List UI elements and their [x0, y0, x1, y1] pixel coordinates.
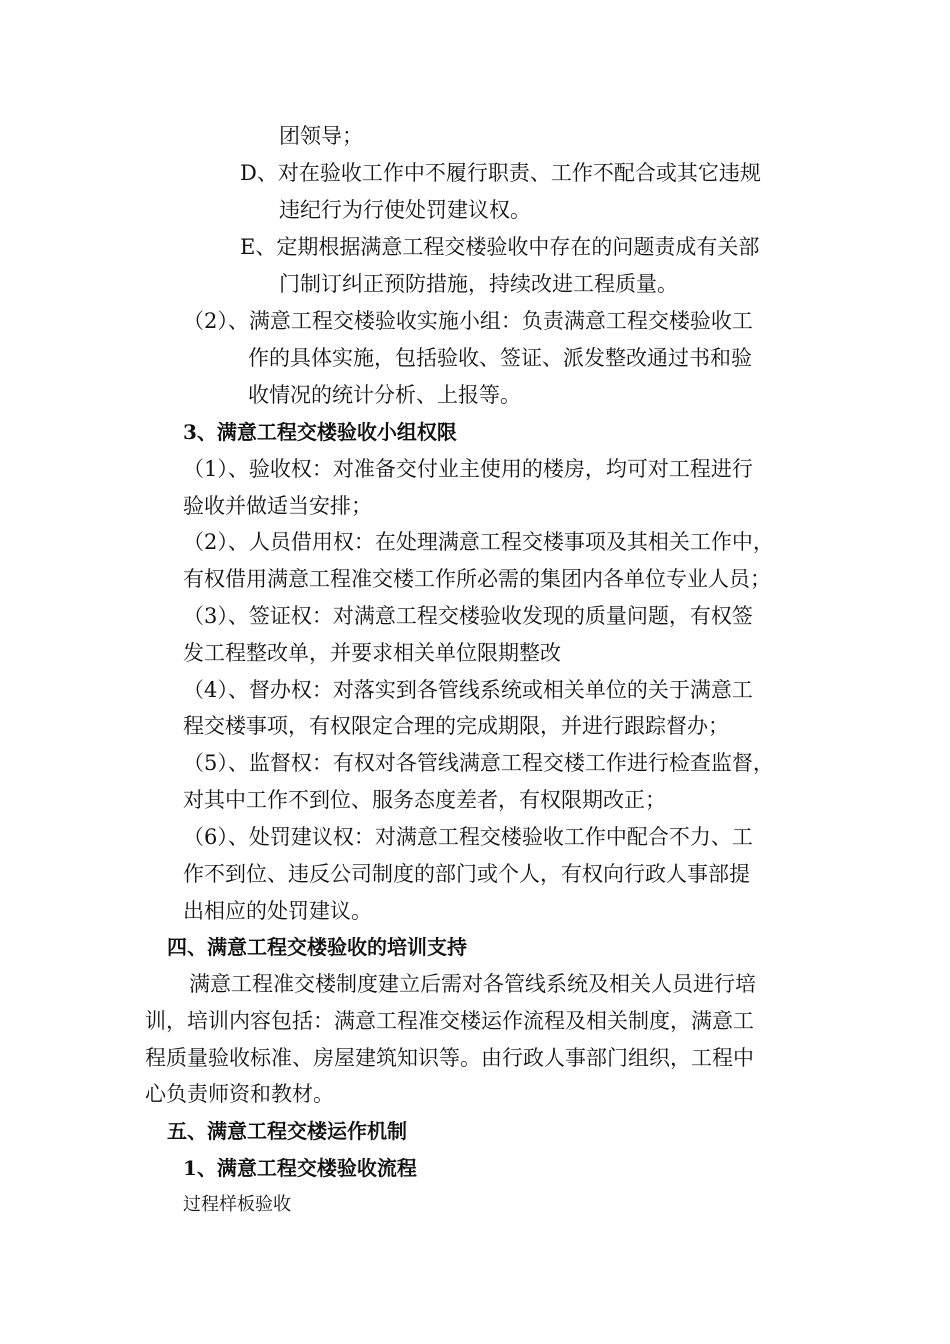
- text-line: （1）、验收权：对准备交付业主使用的楼房，均可对工程进行: [183, 457, 753, 481]
- text-line: 违纪行为行使处罚建议权。: [279, 198, 531, 222]
- text-line: 程质量验收标准、房屋建筑知识等。由行政人事部门组织，工程中: [145, 1046, 754, 1070]
- text-line: 作的具体实施，包括验收、签证、派发整改通过书和验: [248, 346, 752, 370]
- text-line: 作不到位、违反公司制度的部门或个人，有权向行政人事部提: [183, 862, 750, 886]
- text-line: 收情况的统计分析、上报等。: [248, 383, 521, 407]
- section-heading: 1、满意工程交楼验收流程: [183, 1156, 417, 1180]
- text-line: 门制订纠正预防措施，持续改进工程质量。: [279, 272, 678, 296]
- text-line: 程交楼事项，有权限定合理的完成期限，并进行跟踪督办；: [183, 714, 729, 738]
- text-line: （3）、签证权：对满意工程交楼验收发现的质量问题，有权签: [183, 604, 753, 628]
- text-line: （6）、处罚建议权：对满意工程交楼验收工作中配合不力、工: [183, 825, 753, 849]
- text-line: （4）、督办权：对落实到各管线系统或相关单位的关于满意工: [183, 678, 753, 702]
- text-line: D、对在验收工作中不履行职责、工作不配合或其它违规: [240, 161, 761, 185]
- text-line: 对其中工作不到位、服务态度差者，有权限期改正；: [183, 788, 666, 812]
- text-line: （5）、监督权：有权对各管线满意工程交楼工作进行检查监督，: [183, 751, 774, 775]
- chapter-heading: 五、满意工程交楼运作机制: [167, 1119, 407, 1143]
- text-line: 有权借用满意工程准交楼工作所必需的集团内各单位专业人员；: [183, 567, 771, 591]
- text-line: 满意工程准交楼制度建立后需对各管线系统及相关人员进行培: [189, 972, 756, 996]
- text-line: 训，培训内容包括：满意工程准交楼运作流程及相关制度，满意工: [145, 1009, 754, 1033]
- chapter-heading: 四、满意工程交楼验收的培训支持: [167, 935, 467, 959]
- section-heading: 3、满意工程交楼验收小组权限: [183, 420, 457, 444]
- text-line: （2）、人员借用权：在处理满意工程交楼事项及其相关工作中，: [183, 530, 774, 554]
- text-line: E、定期根据满意工程交楼验收中存在的问题责成有关部: [240, 235, 760, 259]
- text-line: 发工程整改单，并要求相关单位限期整改: [183, 641, 561, 665]
- text-line: 验收并做适当安排；: [183, 494, 372, 518]
- text-line: 过程样板验收: [183, 1194, 291, 1215]
- text-line: （2）、满意工程交楼验收实施小组：负责满意工程交楼验收工: [183, 309, 753, 333]
- text-line: 出相应的处罚建议。: [183, 899, 372, 923]
- text-line: 团领导；: [279, 124, 363, 148]
- text-line: 心负责师资和教材。: [145, 1082, 334, 1106]
